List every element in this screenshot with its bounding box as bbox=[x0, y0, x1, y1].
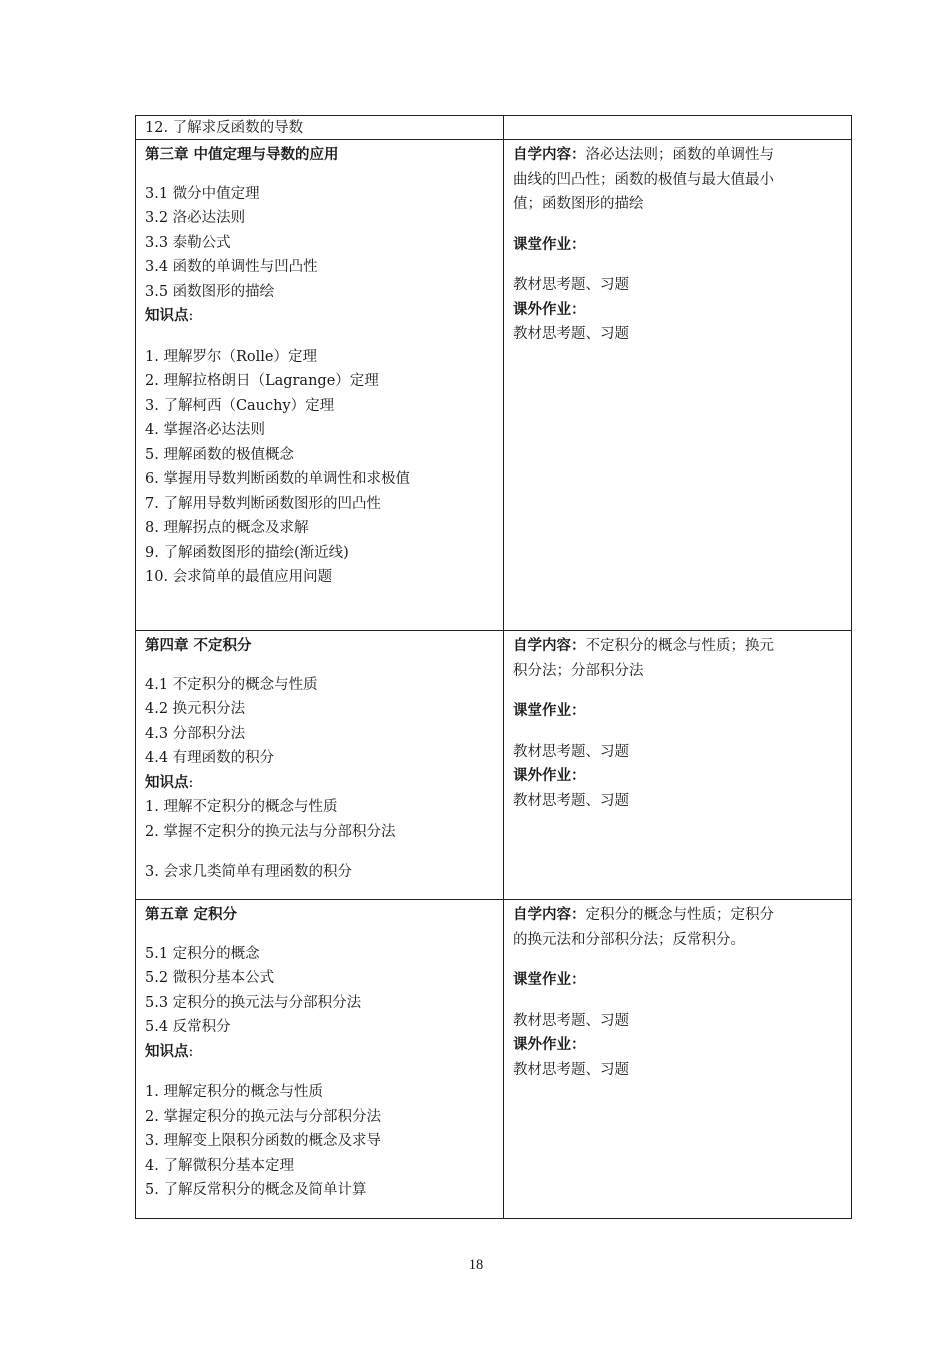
self-study-label: 自学内容： bbox=[513, 906, 586, 923]
list-item: 5.4 反常积分 bbox=[145, 1019, 231, 1035]
classwork-text: 教材思考题、习题 bbox=[513, 743, 629, 760]
list-item: 1. 理解定积分的概念与性质 bbox=[145, 1084, 323, 1100]
classwork-text: 教材思考题、习题 bbox=[513, 1012, 629, 1029]
section-list bbox=[145, 182, 494, 305]
chapter-content-cell bbox=[136, 900, 504, 1219]
list-item: 12. 了解求反函数的导数 bbox=[145, 120, 304, 136]
knowledge-label: 知识点 bbox=[145, 773, 189, 791]
knowledge-heading bbox=[145, 771, 494, 796]
list-item: 3.3 泰勒公式 bbox=[145, 234, 231, 251]
self-study-line bbox=[513, 634, 842, 659]
list-item: 2. 掌握定积分的换元法与分部积分法 bbox=[145, 1108, 381, 1125]
self-study-line bbox=[513, 903, 842, 928]
list-item: 3. 会求几类简单有理函数的积分 bbox=[145, 864, 352, 880]
list-item: 3. 了解柯西（Cauchy）定理 bbox=[145, 397, 335, 414]
knowledge-point-list bbox=[145, 1080, 494, 1203]
list-item: 3.5 函数图形的描绘 bbox=[145, 283, 275, 300]
self-study-text: 的换元法和分部积分法；反常积分。 bbox=[513, 931, 745, 948]
list-item: 1. 理解不定积分的概念与性质 bbox=[145, 799, 338, 815]
section-list bbox=[145, 942, 494, 1040]
list-item: 2. 理解拉格朗日（Lagrange）定理 bbox=[145, 373, 379, 389]
homework-label: 课外作业： bbox=[513, 1036, 586, 1053]
list-item: 5. 了解反常积分的概念及简单计算 bbox=[145, 1182, 367, 1198]
knowledge-colon: : bbox=[188, 1043, 194, 1060]
list-item: 4.2 换元积分法 bbox=[145, 701, 246, 717]
assignment-cell bbox=[504, 140, 852, 631]
list-item: 2. 掌握不定积分的换元法与分部积分法 bbox=[145, 823, 396, 840]
syllabus-table bbox=[135, 115, 852, 1219]
homework-text: 教材思考题、习题 bbox=[513, 326, 629, 342]
homework-text: 教材思考题、习题 bbox=[513, 792, 629, 809]
chapter-content-cell bbox=[136, 631, 504, 900]
chapter-title: 第四章 不定积分 bbox=[145, 637, 252, 654]
list-item: 3. 理解变上限积分函数的概念及求导 bbox=[145, 1133, 381, 1149]
page-number: 18 bbox=[468, 1257, 484, 1273]
chapter-title: 第三章 中值定理与导数的应用 bbox=[145, 146, 339, 163]
list-item: 7. 了解用导数判断函数图形的凹凸性 bbox=[145, 495, 381, 512]
list-item: 3.1 微分中值定理 bbox=[145, 185, 260, 202]
list-item: 3.4 函数的单调性与凹凸性 bbox=[145, 259, 318, 275]
homework-label: 课外作业： bbox=[513, 767, 586, 784]
assignment-cell bbox=[504, 631, 852, 900]
classwork-label: 课堂作业： bbox=[513, 971, 586, 988]
table-row bbox=[136, 116, 852, 140]
knowledge-point-list bbox=[145, 345, 494, 590]
self-study-text: 值；函数图形的描绘 bbox=[513, 196, 644, 212]
self-study-text: 洛必达法则；函数的单调性与 bbox=[585, 147, 774, 163]
table-row bbox=[136, 140, 852, 631]
classwork-label: 课堂作业： bbox=[513, 702, 586, 719]
row-left-cell bbox=[136, 116, 504, 140]
knowledge-label: 知识点 bbox=[145, 1042, 189, 1060]
list-item: 4. 了解微积分基本定理 bbox=[145, 1157, 294, 1174]
chapter-content-cell bbox=[136, 140, 504, 631]
self-study-text: 积分法；分部积分法 bbox=[513, 662, 644, 679]
list-item: 6. 掌握用导数判断函数的单调性和求极值 bbox=[145, 471, 410, 487]
table-row bbox=[136, 900, 852, 1219]
row-right-cell bbox=[504, 116, 852, 140]
self-study-label: 自学内容： bbox=[513, 146, 586, 163]
list-item: 10. 会求简单的最值应用问题 bbox=[145, 569, 333, 585]
list-item: 5.2 微积分基本公式 bbox=[145, 970, 275, 986]
self-study-text: 定积分的概念与性质；定积分 bbox=[585, 907, 774, 923]
classwork-label: 课堂作业： bbox=[513, 235, 586, 253]
chapter-title: 第五章 定积分 bbox=[145, 906, 238, 923]
homework-text: 教材思考题、习题 bbox=[513, 1061, 629, 1078]
assignment-cell bbox=[504, 900, 852, 1219]
knowledge-heading bbox=[145, 304, 494, 329]
classwork-text: 教材思考题、习题 bbox=[513, 277, 629, 293]
table-row bbox=[136, 631, 852, 900]
list-item: 9. 了解函数图形的描绘(渐近线) bbox=[145, 544, 349, 561]
list-item: 1. 理解罗尔（Rolle）定理 bbox=[145, 348, 317, 365]
section-list bbox=[145, 673, 494, 771]
list-item: 8. 理解拐点的概念及求解 bbox=[145, 520, 309, 536]
knowledge-heading bbox=[145, 1040, 494, 1065]
list-item: 5.1 定积分的概念 bbox=[145, 945, 260, 962]
list-item: 4.4 有理函数的积分 bbox=[145, 750, 275, 766]
list-item: 4. 掌握洛必达法则 bbox=[145, 422, 265, 438]
list-item: 5. 理解函数的极值概念 bbox=[145, 446, 294, 463]
self-study-text: 曲线的凹凸性；函数的极值与最大值最小 bbox=[513, 171, 774, 188]
list-item: 4.3 分部积分法 bbox=[145, 725, 246, 742]
self-study-text: 不定积分的概念与性质；换元 bbox=[585, 638, 774, 654]
knowledge-colon: : bbox=[188, 308, 194, 324]
list-item: 3.2 洛必达法则 bbox=[145, 210, 246, 226]
list-item: 4.1 不定积分的概念与性质 bbox=[145, 676, 318, 693]
knowledge-colon: : bbox=[188, 774, 194, 791]
list-item: 5.3 定积分的换元法与分部积分法 bbox=[145, 994, 362, 1011]
self-study-label: 自学内容： bbox=[513, 637, 586, 654]
homework-label: 课外作业： bbox=[513, 300, 586, 318]
self-study-line bbox=[513, 143, 842, 168]
knowledge-label: 知识点 bbox=[145, 307, 189, 324]
